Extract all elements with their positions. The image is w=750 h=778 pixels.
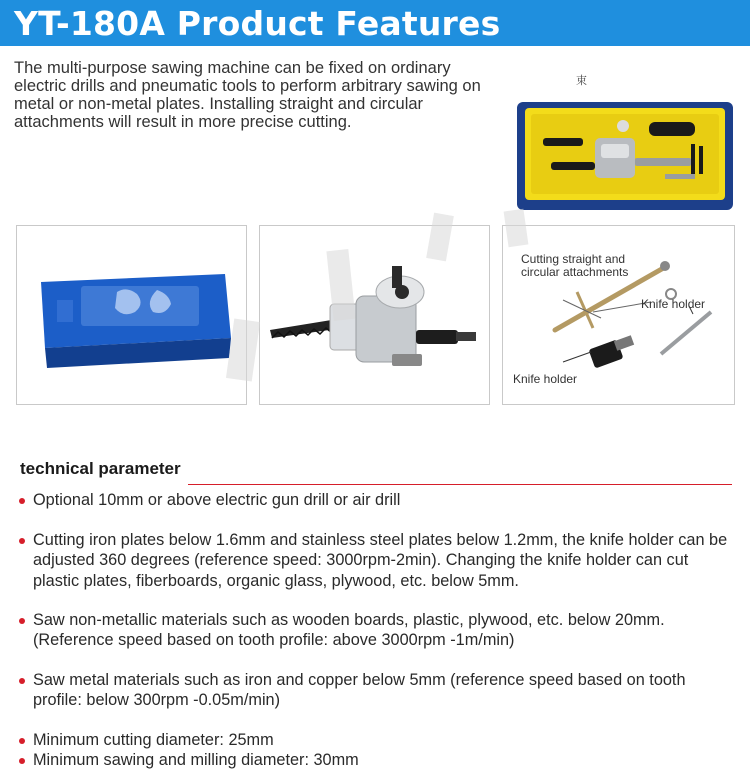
gallery-tile-saw bbox=[259, 225, 490, 405]
list-item: Minimum cutting diameter: 25mm bbox=[18, 730, 738, 750]
list-item: Saw non-metallic materials such as wooden boards, plastic, plywood, etc. below 20mm. (Reference speed based on tooth profile: above 3000rpm -1m/min) bbox=[18, 610, 738, 651]
gallery-tile-accessories bbox=[502, 225, 735, 405]
list-item: Minimum sawing and milling diameter: 30mm bbox=[18, 750, 738, 770]
section-divider bbox=[188, 484, 732, 485]
intro-paragraph: The multi-purpose sawing machine can be fixed on ordinary electric drills and pneumatic tools to perform arbitrary sawing on metal or non-metal plates. Installing straight and circular attachments will result in more precise cutting. bbox=[14, 59, 481, 131]
list-item: Optional 10mm or above electric gun drill or air drill bbox=[18, 490, 738, 510]
bullet-icon bbox=[19, 738, 25, 744]
saw-attachment-image bbox=[260, 226, 489, 404]
stamp-glyph: 束 bbox=[576, 75, 587, 87]
bullet-icon bbox=[19, 678, 25, 684]
product-case-image bbox=[515, 100, 735, 212]
label-knife-holder-left: Knife holder bbox=[513, 372, 578, 386]
gallery-tile-case bbox=[16, 225, 247, 405]
bullet-icon bbox=[19, 618, 25, 624]
label-cutting-attachments: Cutting straight and circular attachments bbox=[521, 252, 629, 279]
label-knife-holder-right: Knife holder bbox=[641, 297, 706, 311]
list-item: Cutting iron plates below 1.6mm and stainless steel plates below 1.2mm, the knife holder can be adjusted 360 degrees (reference speed: 3000rpm-2min). Changing the knife holder can cut plastic plates, fiberboards, organic glass, plywood, etc. below 5mm. bbox=[18, 530, 738, 591]
bullet-icon bbox=[19, 538, 25, 544]
header-banner bbox=[0, 0, 750, 46]
page-title: YT-180A Product Features bbox=[14, 4, 501, 43]
bullet-icon bbox=[19, 498, 25, 504]
bullet-icon bbox=[19, 758, 25, 764]
blue-tin-box-image bbox=[17, 226, 246, 404]
list-item: Saw metal materials such as iron and copper below 5mm (reference speed based on tooth profile: below 300rpm -0.05m/min) bbox=[18, 670, 738, 711]
section-heading-technical: technical parameter bbox=[20, 459, 181, 478]
